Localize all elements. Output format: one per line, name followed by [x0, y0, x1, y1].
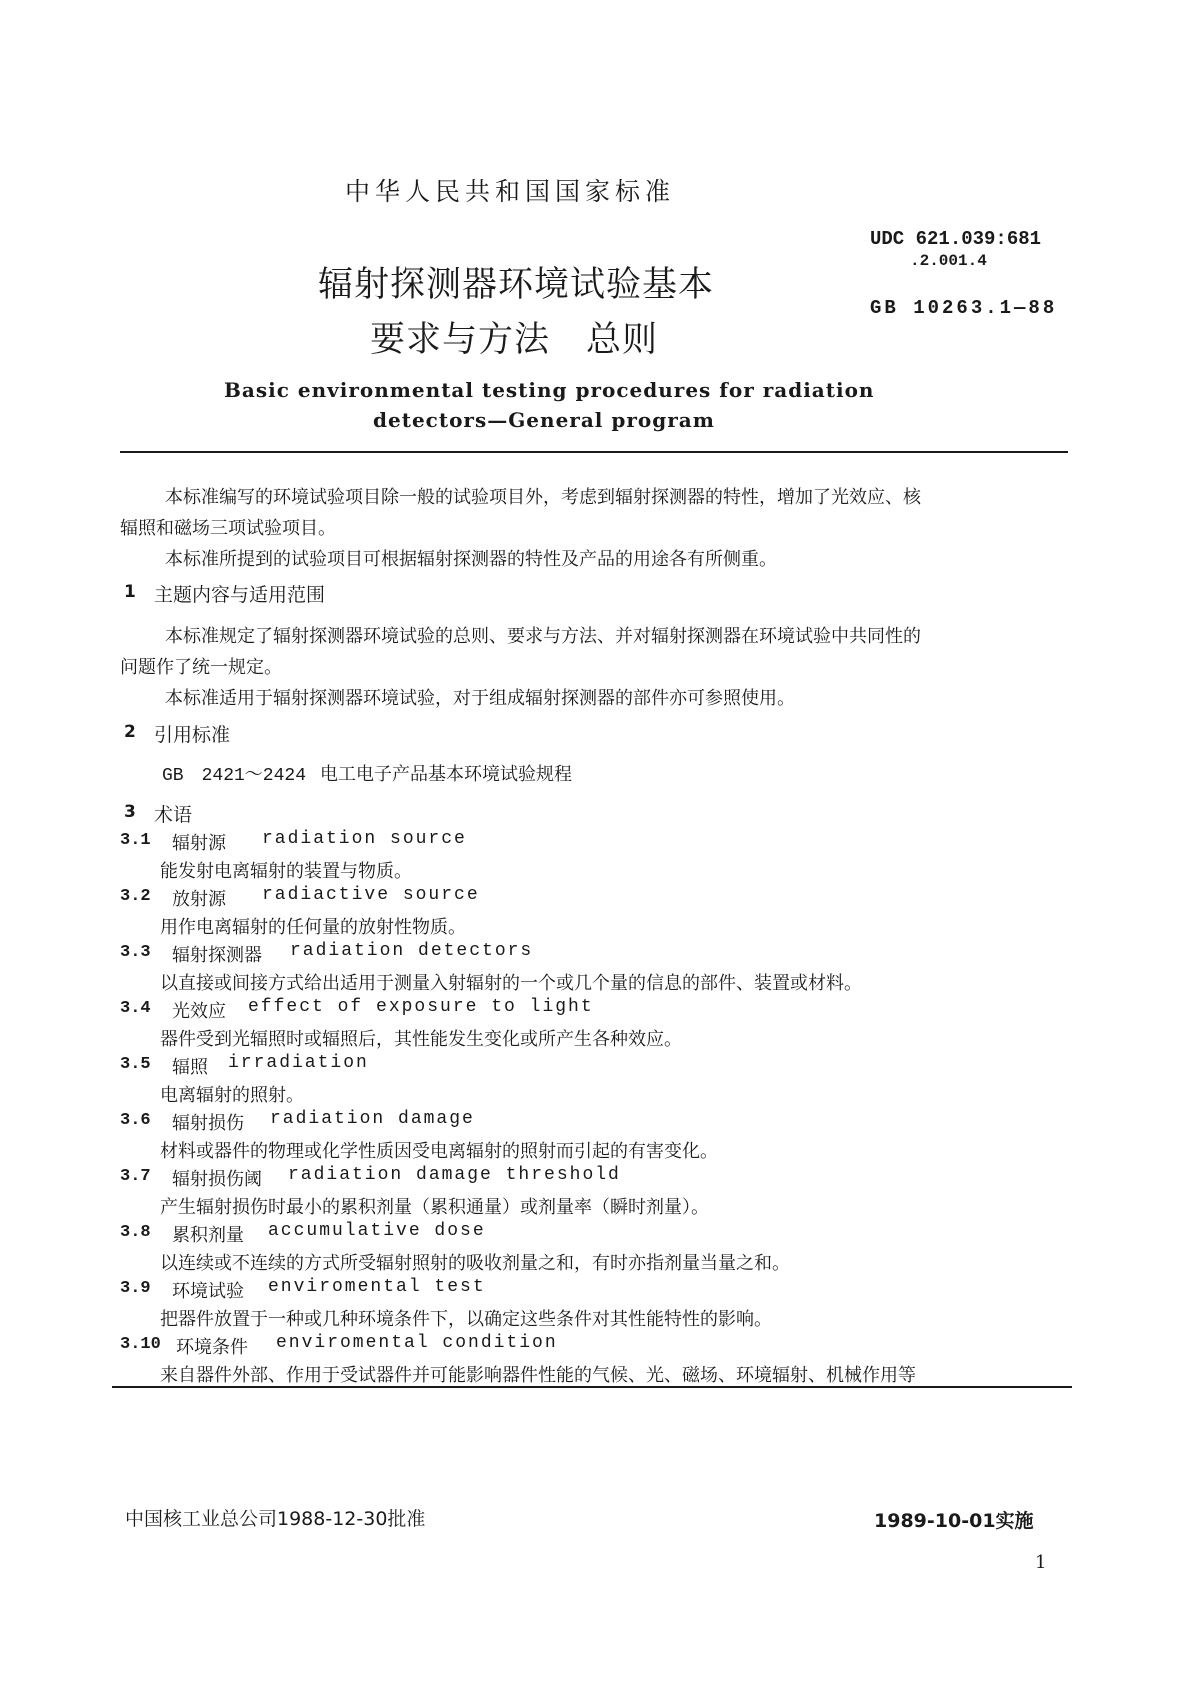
term-definition: 能发射电离辐射的装置与物质。: [160, 861, 412, 882]
term-zh: 辐射探测器: [172, 945, 262, 966]
term-definition: 产生辐射损伤时最小的累积剂量（累积通量）或剂量率（瞬时剂量）。: [160, 1197, 709, 1218]
term-definition: 以连续或不连续的方式所受辐射照射的吸收剂量之和，有时亦指剂量当量之和。: [160, 1253, 790, 1274]
term-zh: 环境条件: [176, 1337, 248, 1358]
term-en: irradiation: [228, 1053, 369, 1073]
term-zh: 辐照: [172, 1057, 208, 1078]
term-definition: 把器件放置于一种或几种环境条件下，以确定这些条件对其性能特性的影响。: [160, 1309, 772, 1330]
term-definition: 器件受到光辐照时或辐照后，其性能发生变化或所产生各种效应。: [160, 1029, 682, 1050]
term-number: 3.8: [120, 1223, 151, 1242]
title-zh-line-1: 辐射探测器环境试验基本: [318, 265, 715, 305]
term-en: enviromental condition: [276, 1333, 558, 1353]
term-en: radiation damage threshold: [288, 1165, 621, 1185]
term-definition: 材料或器件的物理或化学性质因受电离辐射的照射而引起的有害变化。: [160, 1141, 718, 1162]
udc-code-continued: .2.001.4: [910, 252, 987, 270]
term-en: radiactive source: [262, 885, 480, 905]
term-number: 3.9: [120, 1279, 151, 1298]
section-2-ref-title: 电工电子产品基本环境试验规程: [320, 764, 572, 785]
term-zh: 辐射损伤阈: [172, 1169, 262, 1190]
term-zh: 辐射源: [172, 833, 226, 854]
section-2-number: 2: [124, 722, 136, 742]
title-en-line-1: Basic environmental testing procedures for radiation: [224, 378, 875, 402]
implementation-date: 1989-10-01实施: [874, 1510, 1034, 1532]
gb-code: GB 10263.1—88: [870, 297, 1058, 319]
section-1-paragraph-2: 本标准适用于辐射探测器环境试验，对于组成辐射探测器的部件亦可参照使用。: [165, 688, 795, 709]
term-zh: 辐射损伤: [172, 1113, 244, 1134]
section-1-paragraph-1-line-2: 问题作了统一规定。: [120, 657, 282, 678]
section-1-paragraph-1-line-1: 本标准规定了辐射探测器环境试验的总则、要求与方法、并对辐射探测器在环境试验中共同性的: [165, 626, 921, 647]
udc-code: UDC 621.039:681: [870, 228, 1042, 250]
intro-paragraph-2: 本标准所提到的试验项目可根据辐射探测器的特性及产品的用途各有所侧重。: [165, 549, 777, 570]
term-en: radiation detectors: [290, 941, 534, 961]
term-number: 3.5: [120, 1055, 151, 1074]
section-3-title: 术语: [154, 804, 193, 826]
header-divider: [120, 451, 1068, 453]
title-en-line-2: detectors—General program: [373, 408, 715, 432]
term-definition: 以直接或间接方式给出适用于测量入射辐射的一个或几个量的信息的部件、装置或材料。: [160, 973, 862, 994]
intro-paragraph-1-line-2: 辐照和磁场三项试验项目。: [120, 518, 336, 539]
term-en: enviromental test: [268, 1277, 486, 1297]
approval-line: 中国核工业总公司1988-12-30批准: [125, 1508, 426, 1530]
term-number: 3.3: [120, 943, 151, 962]
term-number: 3.2: [120, 887, 151, 906]
term-number: 3.1: [120, 831, 151, 850]
term-en: radiation source: [262, 829, 467, 849]
standard-name: 中华人民共和国国家标准: [345, 177, 676, 206]
term-en: accumulative dose: [268, 1221, 486, 1241]
term-number: 3.4: [120, 999, 151, 1018]
term-number: 3.10: [120, 1335, 161, 1354]
page-number: 1: [1035, 1552, 1047, 1573]
footer-divider: [112, 1386, 1072, 1388]
term-zh: 放射源: [172, 889, 226, 910]
term-zh: 环境试验: [172, 1281, 244, 1302]
term-number: 3.7: [120, 1167, 151, 1186]
term-zh: 累积剂量: [172, 1225, 244, 1246]
term-definition: 用作电离辐射的任何量的放射性物质。: [160, 917, 466, 938]
title-zh-line-2: 要求与方法 总则: [370, 320, 659, 360]
term-en: radiation damage: [270, 1109, 475, 1129]
term-zh: 光效应: [172, 1001, 226, 1022]
section-3-number: 3: [124, 802, 136, 822]
section-2-ref-code: GB 2421～2424: [162, 766, 307, 786]
section-1-number: 1: [124, 582, 136, 602]
term-number: 3.6: [120, 1111, 151, 1130]
section-1-title: 主题内容与适用范围: [154, 584, 326, 606]
term-definition: 来自器件外部、作用于受试器件并可能影响器件性能的气候、光、磁场、环境辐射、机械作用等: [160, 1365, 916, 1386]
section-2-title: 引用标准: [154, 724, 231, 746]
intro-paragraph-1-line-1: 本标准编写的环境试验项目除一般的试验项目外，考虑到辐射探测器的特性，增加了光效应、核: [165, 487, 921, 508]
term-en: effect of exposure to light: [248, 997, 594, 1017]
term-definition: 电离辐射的照射。: [160, 1085, 304, 1106]
